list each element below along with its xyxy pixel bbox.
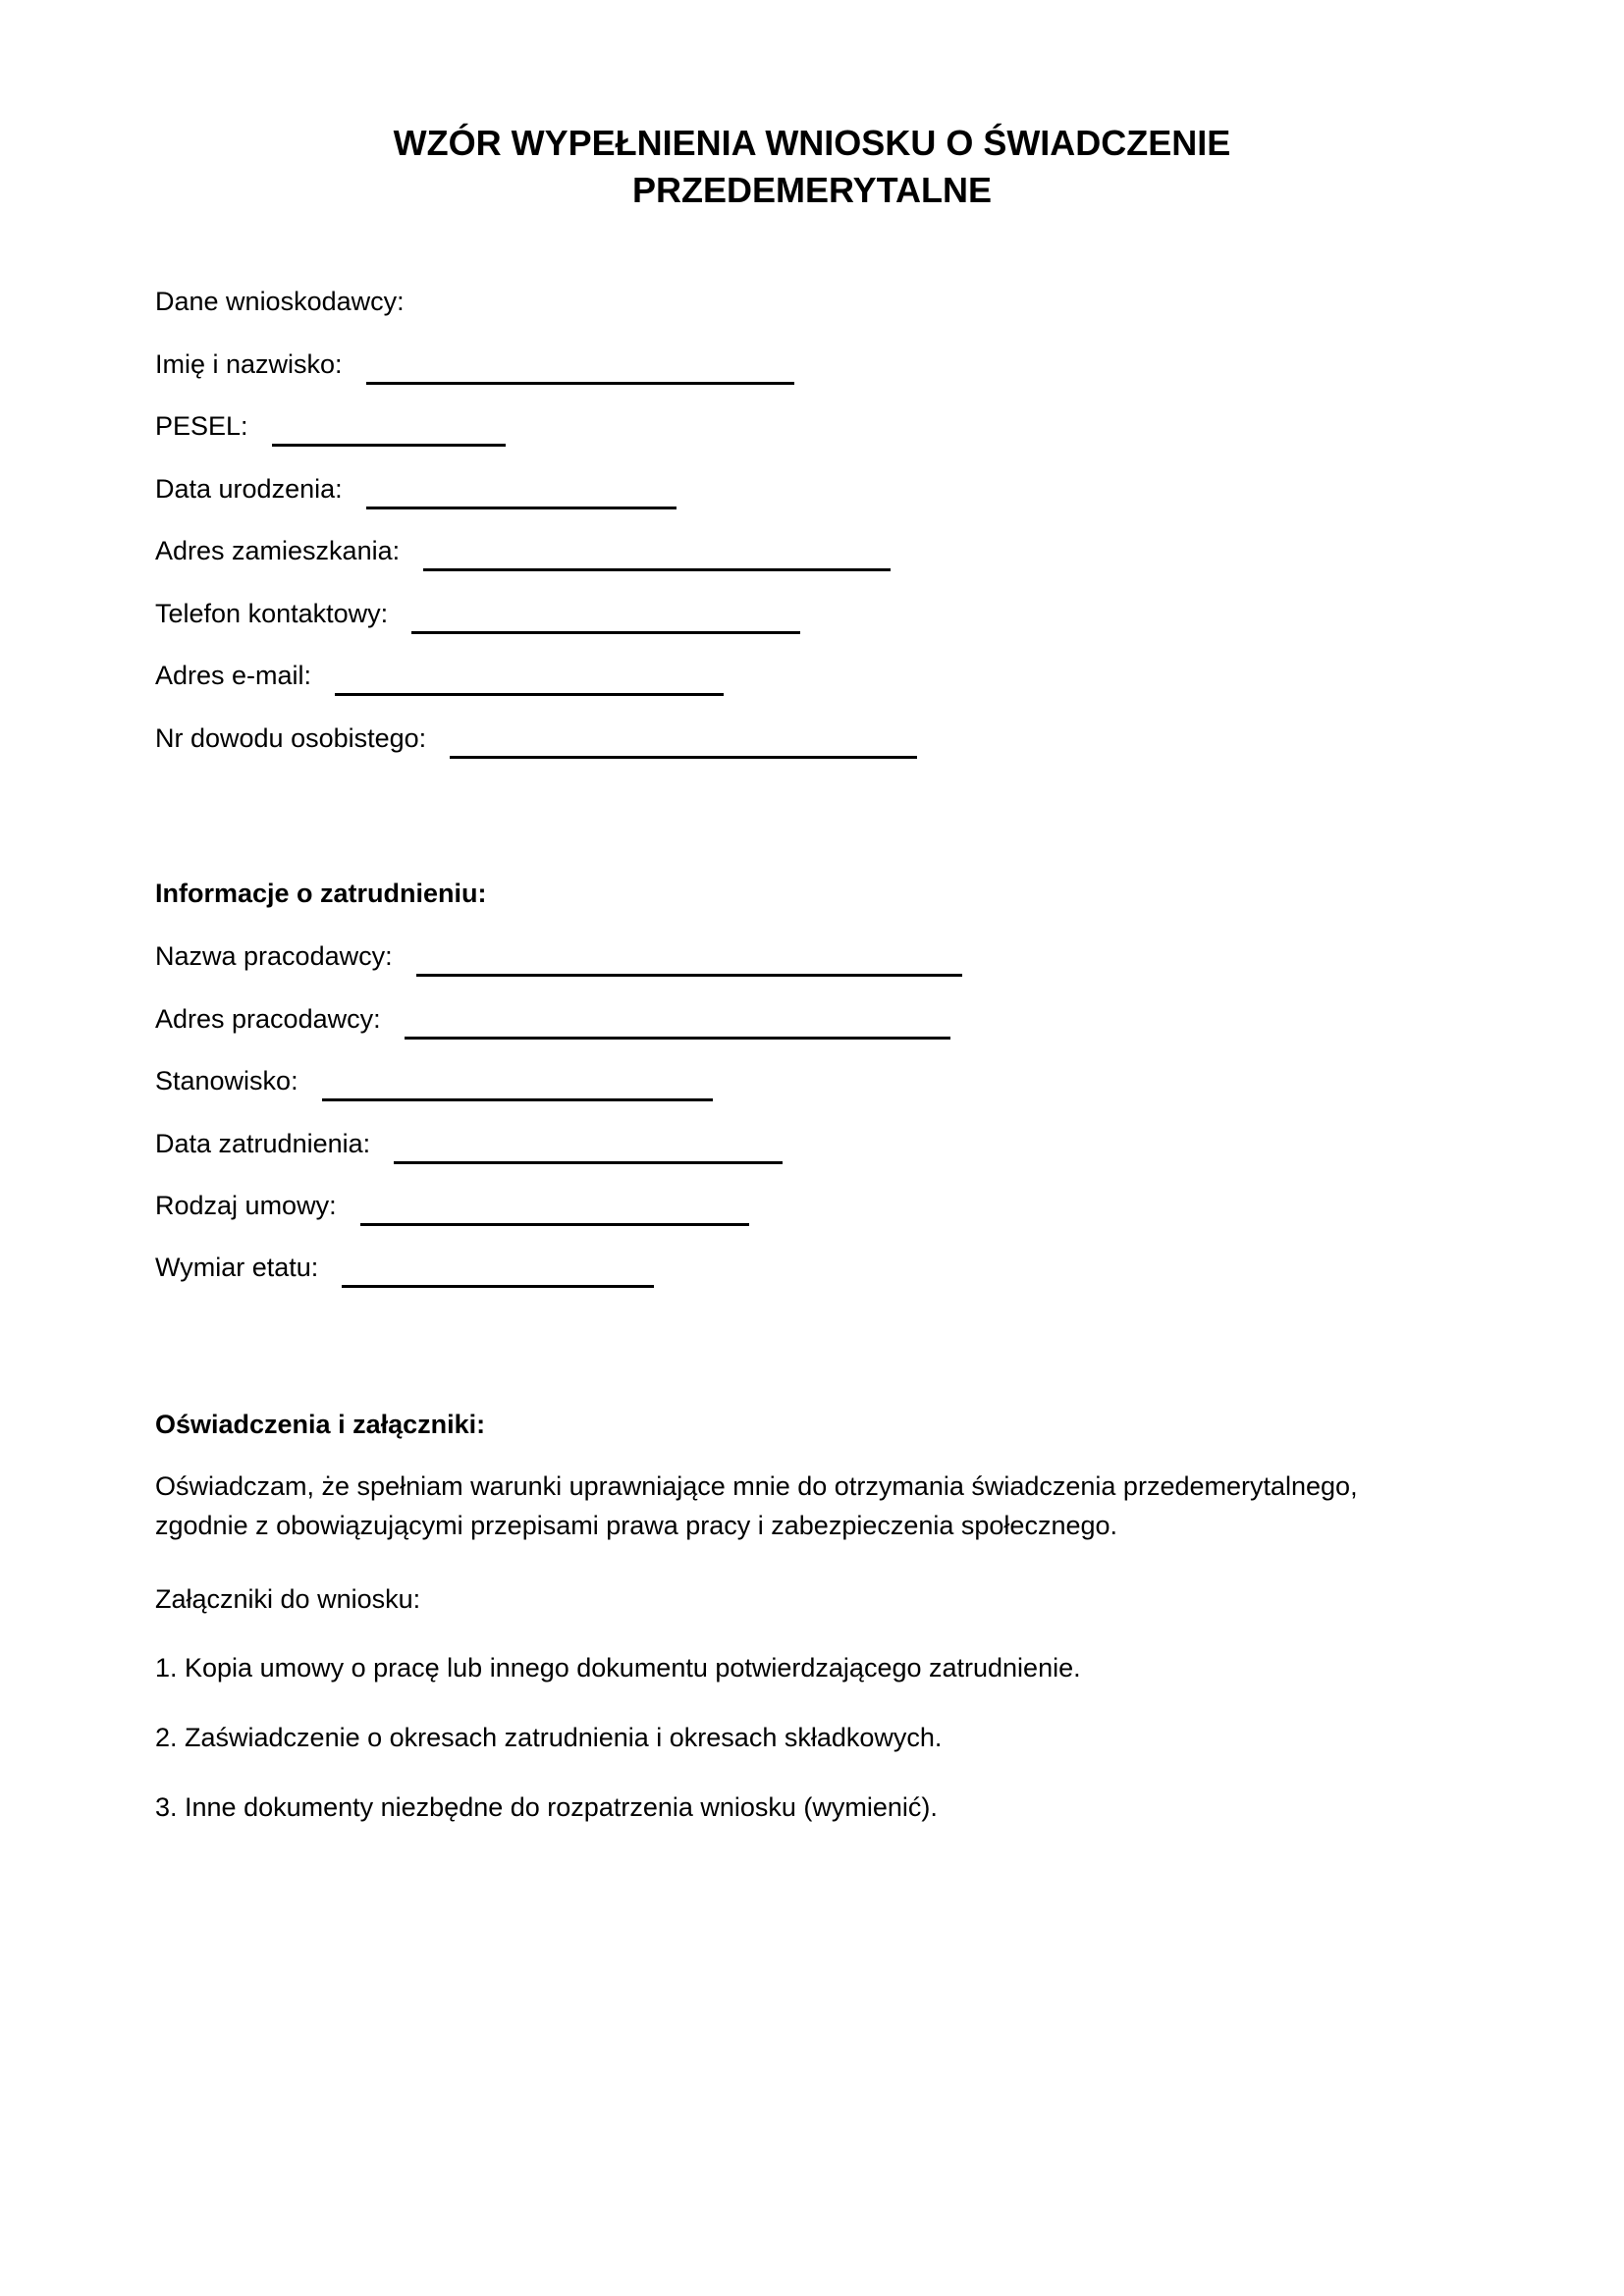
field-full-name <box>155 344 794 383</box>
position-input-line[interactable] <box>322 1098 713 1101</box>
full-name-input-line[interactable] <box>366 382 794 385</box>
document-title <box>0 120 1624 214</box>
attachment-item: 2. Zaświadczenie o okresach zatrudnienia i okresach składkowych. <box>155 1723 943 1752</box>
id-number-input-line[interactable] <box>450 756 917 759</box>
title-line-1: WZÓR WYPEŁNIENIA WNIOSKU O ŚWIADCZENIE <box>393 123 1231 163</box>
field-employer-name <box>155 935 962 975</box>
home-address-input-line[interactable] <box>423 568 891 571</box>
field-birth-date <box>155 468 677 507</box>
field-pesel <box>155 405 506 445</box>
statement-line-1: Oświadczam, że spełniam warunki uprawniające mnie do otrzymania świadczenia przedemerytalnego, <box>155 1471 1358 1501</box>
field-phone <box>155 593 800 632</box>
field-email <box>155 655 724 694</box>
field-label: Nr dowodu osobistego: <box>155 723 427 753</box>
field-home-address <box>155 530 891 569</box>
phone-input-line[interactable] <box>411 631 800 634</box>
field-position <box>155 1060 713 1099</box>
employment-date-input-line[interactable] <box>394 1161 783 1164</box>
field-label: Adres zamieszkania: <box>155 536 401 565</box>
field-label: Stanowisko: <box>155 1066 298 1095</box>
field-employer-address <box>155 998 950 1038</box>
declarations-heading: Oświadczenia i załączniki: <box>155 1410 486 1439</box>
field-label: Rodzaj umowy: <box>155 1191 337 1220</box>
attachment-item: 1. Kopia umowy o pracę lub innego dokumentu potwierdzającego zatrudnienie. <box>155 1653 1081 1682</box>
field-work-time <box>155 1247 654 1286</box>
field-label: Nazwa pracodawcy: <box>155 941 393 971</box>
employer-name-input-line[interactable] <box>416 974 962 977</box>
field-label: Data zatrudnienia: <box>155 1129 371 1158</box>
field-label: Telefon kontaktowy: <box>155 599 389 628</box>
field-label: Imię i nazwisko: <box>155 349 343 379</box>
field-label: Wymiar etatu: <box>155 1253 319 1282</box>
field-label: PESEL: <box>155 411 248 441</box>
declaration-statement <box>155 1467 1471 1545</box>
contract-type-input-line[interactable] <box>360 1223 749 1226</box>
field-label: Adres e-mail: <box>155 661 312 690</box>
field-employment-date <box>155 1123 783 1162</box>
birth-date-input-line[interactable] <box>366 507 677 509</box>
field-label: Data urodzenia: <box>155 474 343 504</box>
work-time-input-line[interactable] <box>342 1285 654 1288</box>
employer-address-input-line[interactable] <box>405 1037 950 1040</box>
field-label: Adres pracodawcy: <box>155 1004 381 1034</box>
field-id-number <box>155 718 917 757</box>
statement-line-2: zgodnie z obowiązującymi przepisami prawa pracy i zabezpieczenia społecznego. <box>155 1511 1118 1540</box>
employment-heading: Informacje o zatrudnieniu: <box>155 879 487 908</box>
applicant-heading: Dane wnioskodawcy: <box>155 287 405 316</box>
attachments-heading: Załączniki do wniosku: <box>155 1584 421 1614</box>
pesel-input-line[interactable] <box>272 444 506 447</box>
email-input-line[interactable] <box>335 693 724 696</box>
attachment-item: 3. Inne dokumenty niezbędne do rozpatrzenia wniosku (wymienić). <box>155 1792 938 1822</box>
title-line-2: PRZEDEMERYTALNE <box>631 170 992 210</box>
field-contract-type <box>155 1185 749 1224</box>
